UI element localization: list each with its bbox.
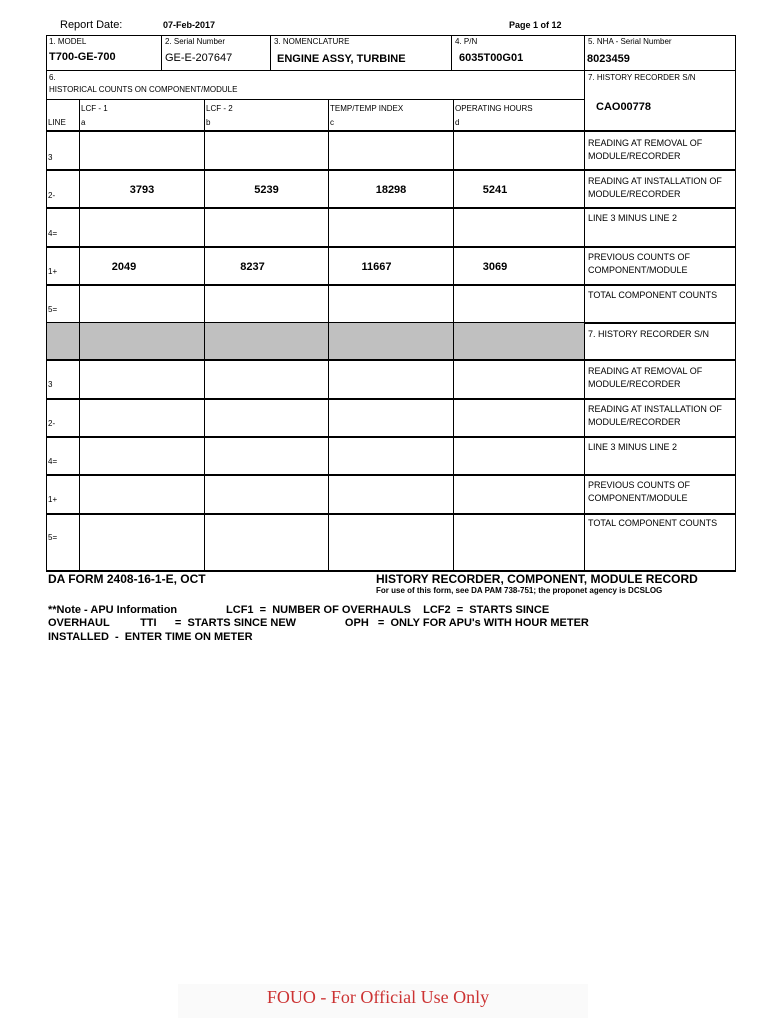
recorder-sn: CAO00778 <box>596 101 652 113</box>
pn-label: 4. P/N <box>455 37 478 46</box>
line-number: 2- <box>48 191 56 200</box>
row-description: PREVIOUS COUNTS OF COMPONENT/MODULE <box>588 252 691 275</box>
row-description: TOTAL COMPONENT COUNTS <box>588 518 718 528</box>
line-number: 5= <box>48 533 58 542</box>
col-lcf1: LCF - 1 <box>81 104 108 113</box>
fouo-marking: FOUO - For Official Use Only <box>266 987 490 1007</box>
recorder-label-2: 7. HISTORY RECORDER S/N <box>588 329 710 339</box>
col-line: LINE <box>48 118 66 127</box>
section6-title: HISTORICAL COUNTS ON COMPONENT/MODULE <box>49 85 238 94</box>
model-label: 1. MODEL <box>49 37 87 46</box>
form-title: HISTORY RECORDER, COMPONENT, MODULE RECORD <box>376 572 698 586</box>
report-date: 07-Feb-2017 <box>163 20 216 30</box>
line-number: 4= <box>48 457 58 466</box>
col-lcf2-sub: b <box>206 118 211 127</box>
lcf1-cell[interactable]: 2049 <box>111 261 137 273</box>
report-date-label: Report Date: <box>60 19 123 31</box>
temp-cell[interactable]: 11667 <box>361 261 392 273</box>
hours-cell[interactable]: 3069 <box>482 261 508 273</box>
line-number: 5= <box>48 305 58 314</box>
section6-number: 6. <box>49 73 56 82</box>
row-description: LINE 3 MINUS LINE 2 <box>588 213 678 223</box>
apu-note-line3: INSTALLED - ENTER TIME ON METER <box>48 631 253 643</box>
row-description: TOTAL COMPONENT COUNTS <box>588 290 718 300</box>
col-lcf2: LCF - 2 <box>206 104 233 113</box>
nha-value: 8023459 <box>587 53 630 65</box>
serial-value: GE-E-207647 <box>165 52 233 64</box>
col-lcf1-sub: a <box>81 118 86 127</box>
row-description: READING AT INSTALLATION OF MODULE/RECORDER <box>588 404 722 427</box>
nomenclature-label: 3. NOMENCLATURE <box>274 37 350 46</box>
temp-cell[interactable]: 18298 <box>375 184 407 196</box>
apu-note-line2: OVERHAUL TTI = STARTS SINCE NEW OPH = ONLY FOR APU's WITH HOUR METER <box>48 617 589 629</box>
serial-label: 2. Serial Number <box>165 37 226 46</box>
line-number: 3 <box>48 153 53 162</box>
nha-label: 5. NHA - Serial Number <box>588 37 672 46</box>
col-hours-sub: d <box>455 118 460 127</box>
model-value: T700-GE-700 <box>49 51 116 63</box>
shaded-separator <box>47 323 584 359</box>
apu-note-line1: **Note - APU Information LCF1 = NUMBER OF OVERHAULS LCF2 = STARTS SINCE <box>48 604 550 616</box>
line-number: 3 <box>48 380 53 389</box>
lcf2-cell[interactable]: 5239 <box>254 184 279 196</box>
lcf1-cell[interactable]: 3793 <box>129 184 155 196</box>
form-note: For use of this form, see DA PAM 738-751; the proponet agency is DCSLOG <box>376 586 663 595</box>
lcf2-cell[interactable]: 8237 <box>240 261 265 273</box>
row-description: READING AT REMOVAL OF MODULE/RECORDER <box>588 138 703 161</box>
hours-cell[interactable]: 5241 <box>482 184 508 196</box>
line-number: 2- <box>48 419 56 428</box>
form-id: DA FORM 2408-16-1-E, OCT <box>48 572 206 586</box>
recorder-label: 7. HISTORY RECORDER S/N <box>588 73 696 82</box>
col-temp-sub: c <box>330 118 334 127</box>
page-indicator: Page 1 of 12 <box>509 20 562 30</box>
row-description: READING AT INSTALLATION OF MODULE/RECORDER <box>588 176 722 199</box>
nomenclature-value: ENGINE ASSY, TURBINE <box>277 53 406 65</box>
row-description: LINE 3 MINUS LINE 2 <box>588 442 678 452</box>
row-description: READING AT REMOVAL OF MODULE/RECORDER <box>588 366 703 389</box>
col-hours: OPERATING HOURS <box>455 104 533 113</box>
row-description: PREVIOUS COUNTS OF COMPONENT/MODULE <box>588 480 691 503</box>
col-temp: TEMP/TEMP INDEX <box>330 104 404 113</box>
line-number: 4= <box>48 229 58 238</box>
line-number: 1+ <box>48 495 58 504</box>
line-number: 1+ <box>48 267 58 276</box>
pn-value: 6035T00G01 <box>459 52 524 64</box>
